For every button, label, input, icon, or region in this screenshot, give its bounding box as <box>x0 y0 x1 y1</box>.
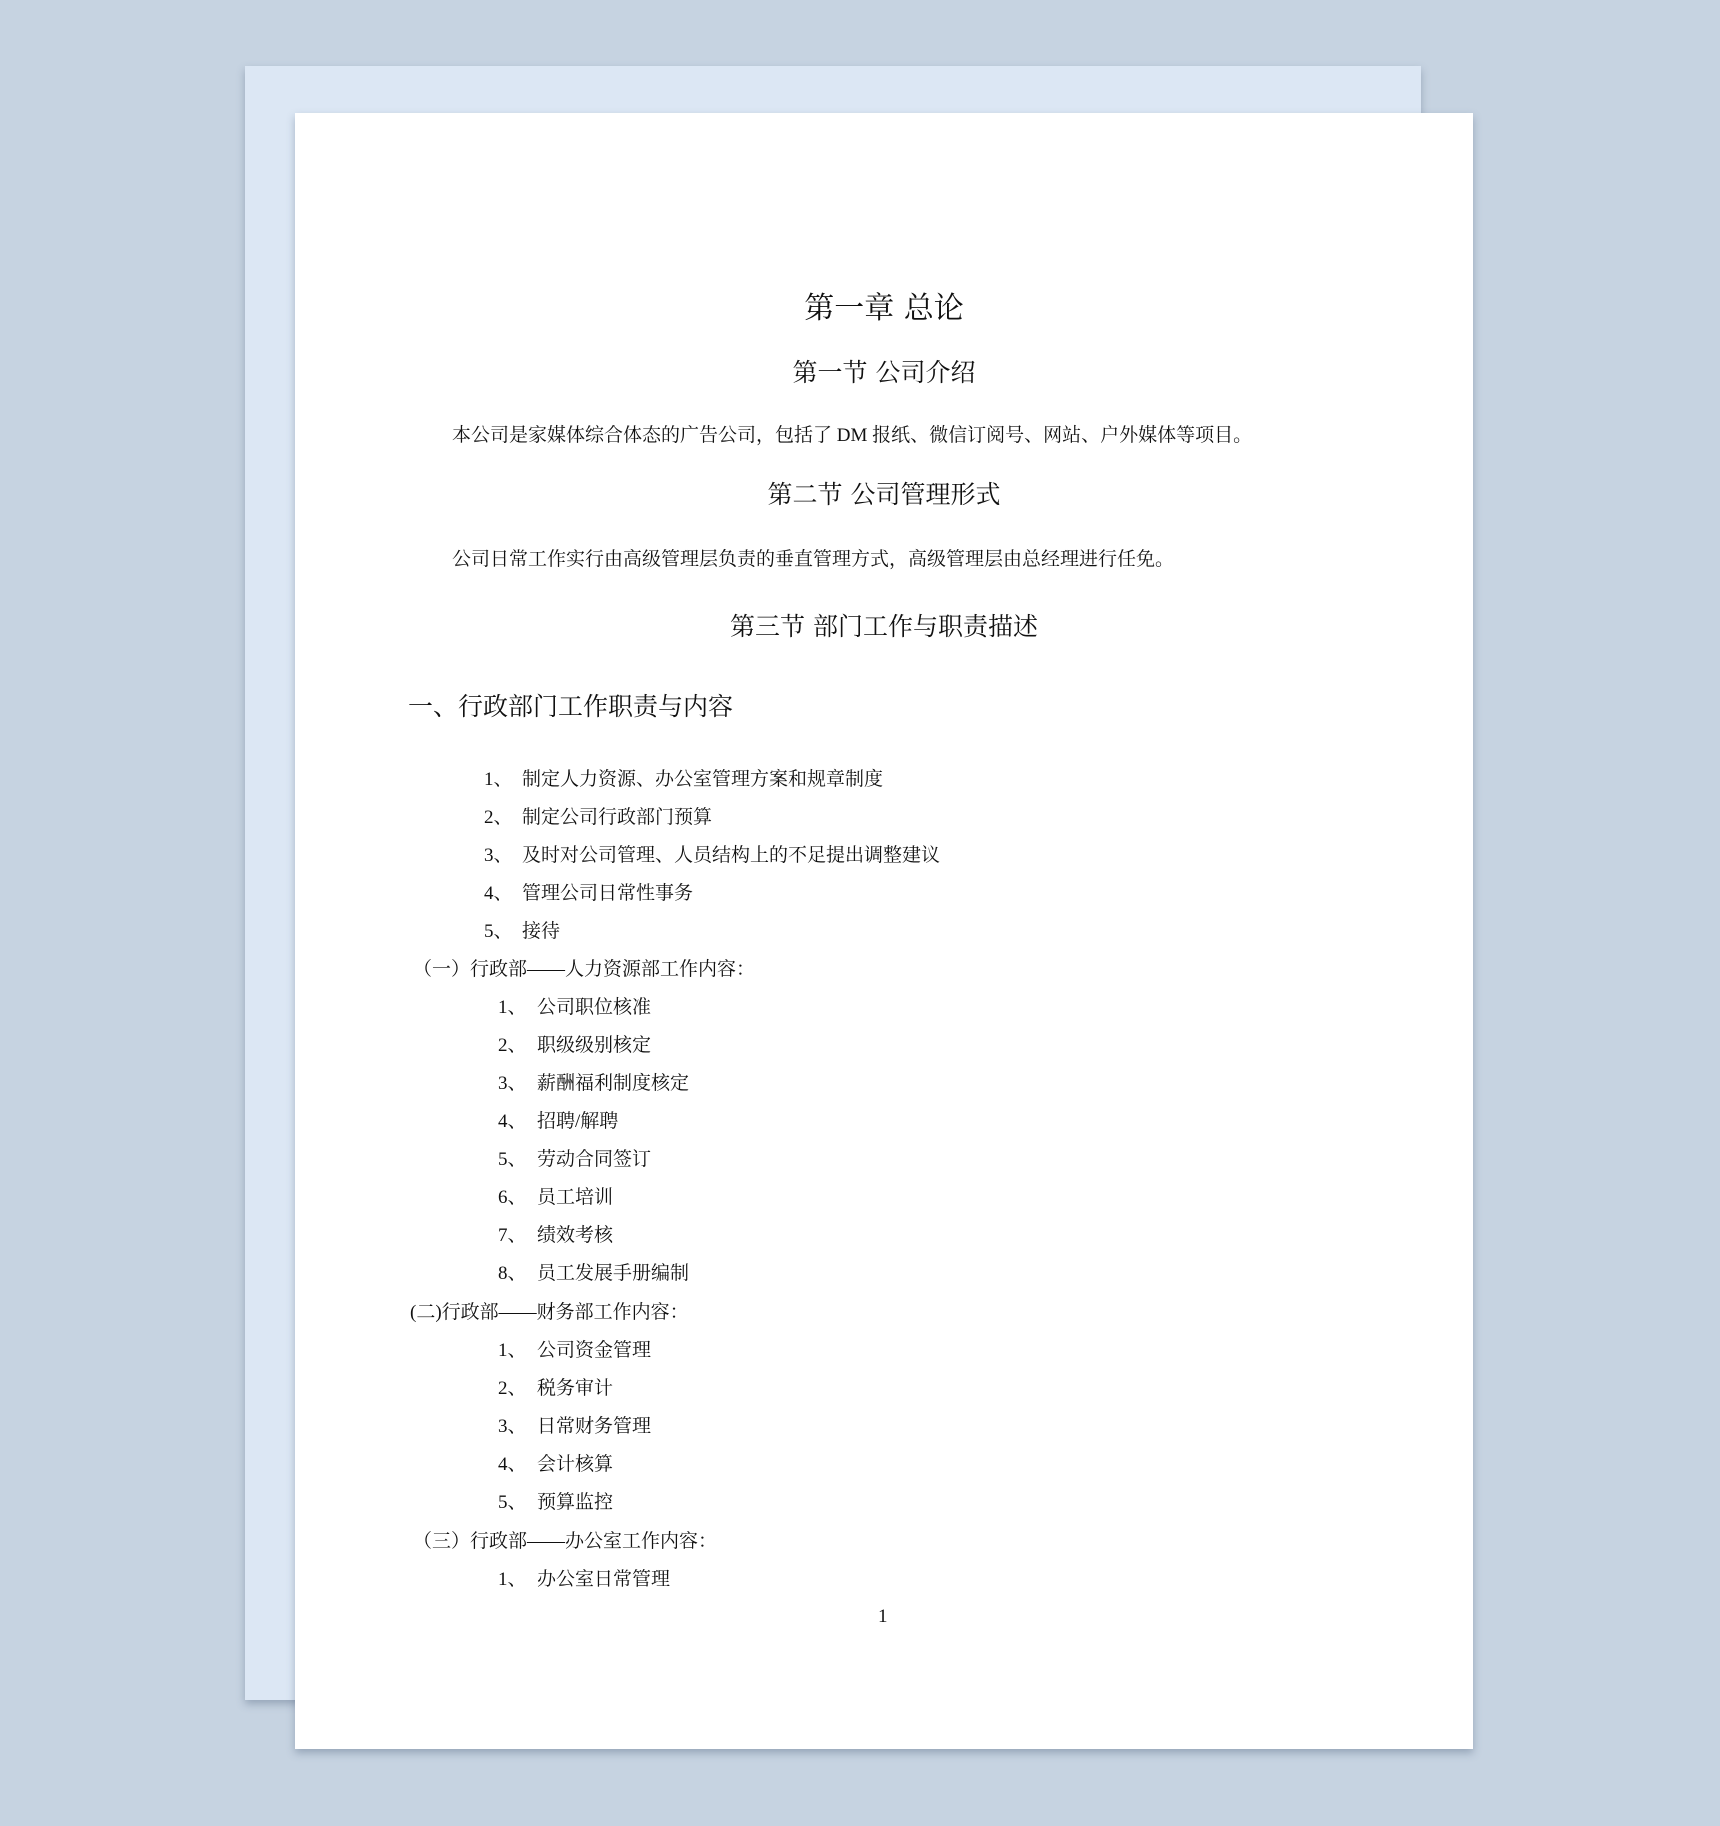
list-item-number: 5、 <box>484 921 513 942</box>
sub2-title: (二)行政部——财务部工作内容： <box>410 1302 689 1323</box>
part1-title: 一、行政部门工作职责与内容 <box>408 692 734 721</box>
list-item-number: 1、 <box>498 1569 527 1590</box>
list-item: 公司资金管理 <box>537 1340 652 1361</box>
section1-text: 本公司是家媒体综合体态的广告公司，包括了 DM 报纸、微信订阅号、网站、户外媒体等项目。 <box>452 425 1253 446</box>
list-item: 会计核算 <box>537 1454 614 1475</box>
chapter-title: 第一章 总论 <box>804 291 964 326</box>
list-item-number: 4、 <box>498 1111 527 1132</box>
list-item-number: 4、 <box>498 1454 527 1475</box>
list-item-number: 2、 <box>498 1035 527 1056</box>
list-item: 预算监控 <box>537 1492 614 1513</box>
list-item-number: 4、 <box>484 883 513 904</box>
sub3-title: （三）行政部——办公室工作内容： <box>413 1531 718 1552</box>
document-page <box>295 113 1473 1749</box>
list-item-number: 3、 <box>498 1073 527 1094</box>
list-item-number: 2、 <box>484 807 513 828</box>
list-item: 招聘/解聘 <box>537 1111 619 1132</box>
list-item: 办公室日常管理 <box>537 1569 671 1590</box>
list-item-number: 3、 <box>498 1416 527 1437</box>
section2-text: 公司日常工作实行由高级管理层负责的垂直管理方式，高级管理层由总经理进行任免。 <box>452 549 1175 570</box>
list-item: 制定人力资源、办公室管理方案和规章制度 <box>522 769 884 790</box>
list-item: 职级级别核定 <box>537 1035 652 1056</box>
list-item-number: 2、 <box>498 1378 527 1399</box>
list-item: 员工发展手册编制 <box>537 1263 690 1284</box>
list-item: 薪酬福利制度核定 <box>537 1073 690 1094</box>
list-item-number: 1、 <box>498 997 527 1018</box>
section3-title: 第三节 部门工作与职责描述 <box>730 612 1038 641</box>
list-item: 劳动合同签订 <box>537 1149 652 1170</box>
list-item: 日常财务管理 <box>537 1416 652 1437</box>
list-item-number: 7、 <box>498 1225 527 1246</box>
list-item: 公司职位核准 <box>537 997 652 1018</box>
list-item-number: 5、 <box>498 1149 527 1170</box>
list-item-number: 6、 <box>498 1187 527 1208</box>
section1-title: 第一节 公司介绍 <box>792 358 976 387</box>
list-item-number: 1、 <box>484 769 513 790</box>
sub1-title: （一）行政部——人力资源部工作内容： <box>413 959 756 980</box>
list-item: 员工培训 <box>537 1187 614 1208</box>
list-item: 及时对公司管理、人员结构上的不足提出调整建议 <box>522 845 941 866</box>
list-item: 税务审计 <box>537 1378 614 1399</box>
list-item: 绩效考核 <box>537 1225 614 1246</box>
list-item-number: 1、 <box>498 1340 527 1361</box>
list-item: 接待 <box>522 921 561 942</box>
list-item-number: 8、 <box>498 1263 527 1284</box>
list-item-number: 5、 <box>498 1492 527 1513</box>
list-item: 制定公司行政部门预算 <box>522 807 713 828</box>
page-number: 1 <box>878 1606 888 1627</box>
list-item: 管理公司日常性事务 <box>522 883 694 904</box>
section2-title: 第二节 公司管理形式 <box>767 480 1001 509</box>
list-item-number: 3、 <box>484 845 513 866</box>
